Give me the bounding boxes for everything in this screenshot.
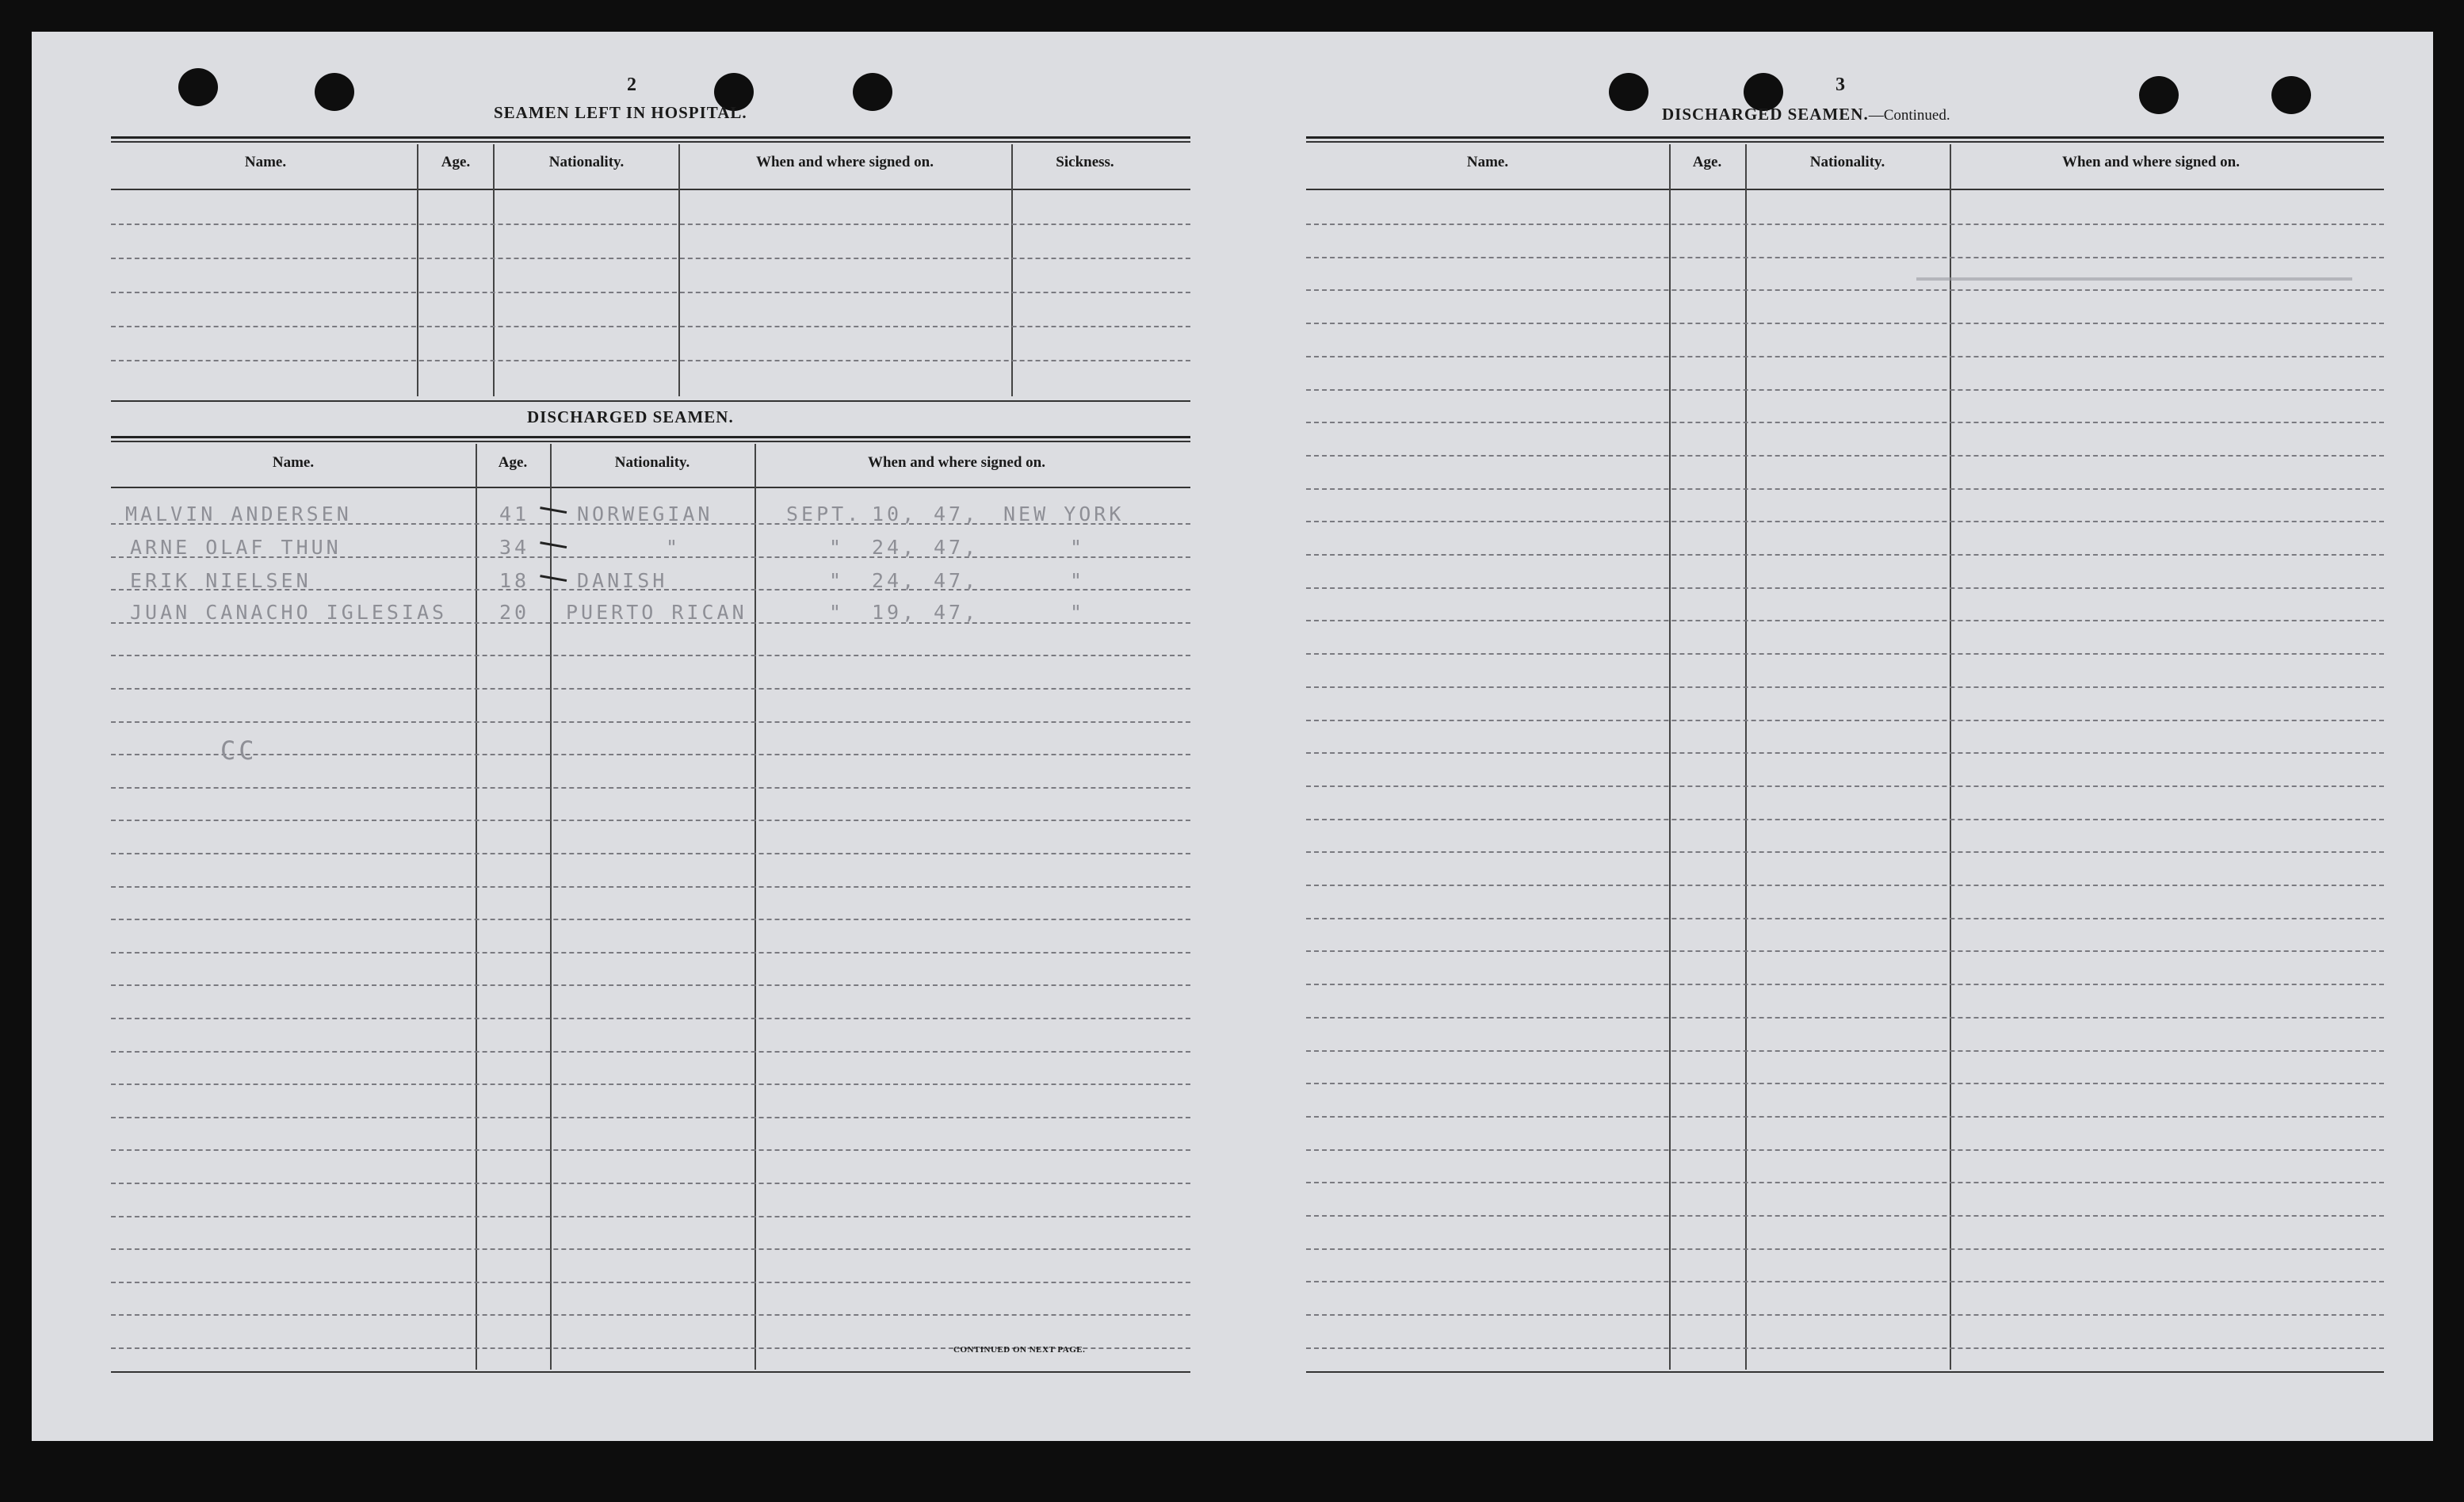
right-top-rule: [1306, 136, 2384, 139]
ruled-line: [1306, 257, 2384, 258]
ruled-line: [111, 258, 1190, 259]
ruled-line: [1306, 1248, 2384, 1250]
right-vline-3: [1950, 144, 1951, 1370]
signed-on-day: 19,: [872, 601, 918, 624]
signed-on-year: 47,: [934, 536, 980, 559]
ruled-line: [1306, 1281, 2384, 1282]
ruled-line: [111, 1149, 1190, 1151]
right-bottom-rule: [1306, 1371, 2384, 1373]
discharged-top-rule-2: [111, 441, 1190, 442]
ruled-line: [111, 820, 1190, 821]
hospital-vline-4: [1011, 144, 1013, 396]
seaman-name: JUAN CANACHO IGLESIAS: [130, 601, 448, 624]
hospital-top-rule-2: [111, 141, 1190, 143]
ruled-line: [1306, 1314, 2384, 1316]
ruled-line: [111, 1183, 1190, 1184]
ruled-line: [1306, 521, 2384, 522]
seaman-nationality: ": [666, 536, 682, 559]
ruled-line: [111, 292, 1190, 293]
discharged-continued-title-main: DISCHARGED SEAMEN.: [1662, 105, 1869, 124]
discharged-col-name: Name.: [272, 454, 315, 471]
signed-on-day: 24,: [872, 536, 918, 559]
hospital-section-title: SEAMEN LEFT IN HOSPITAL.: [494, 103, 747, 122]
signed-on-day: 24,: [872, 569, 918, 592]
signed-on-month: ": [829, 536, 845, 559]
seaman-age: 18: [499, 569, 530, 592]
signed-on-year: 47,: [934, 601, 980, 624]
ruled-line: [111, 919, 1190, 920]
seaman-name: ARNE OLAF THUN: [130, 536, 342, 559]
signed-on-place: ": [1070, 536, 1086, 559]
right-vline-1: [1669, 144, 1671, 1370]
tick-mark: [538, 506, 567, 525]
page-number-left: 2: [627, 75, 636, 95]
ruled-line: [1306, 554, 2384, 556]
right-col-age: Age.: [1692, 154, 1722, 170]
punch-hole-1: [178, 68, 218, 106]
ruled-line: [1306, 1347, 2384, 1349]
ruled-line: [1306, 1215, 2384, 1217]
discharged-bottom-rule: [111, 1371, 1190, 1373]
ruled-line: [1306, 289, 2384, 291]
ruled-line: [1306, 851, 2384, 853]
ruled-line: [1306, 455, 2384, 457]
ruled-line: [1306, 488, 2384, 490]
ruled-line: [1306, 950, 2384, 952]
ruled-line: [111, 1117, 1190, 1118]
ruled-line: [111, 984, 1190, 986]
signed-on-month: ": [829, 569, 845, 592]
ruled-line: [1306, 653, 2384, 655]
seaman-age: 20: [499, 601, 530, 624]
ruled-line: [1306, 819, 2384, 820]
ruled-line: [1306, 620, 2384, 621]
signed-on-place: ": [1070, 601, 1086, 624]
hospital-col-age: Age.: [441, 154, 471, 170]
hospital-bottom-rule: [111, 400, 1190, 402]
ruled-line: [1306, 686, 2384, 688]
ruled-line: [1306, 389, 2384, 391]
punch-hole-8: [2271, 76, 2311, 114]
ruled-line: [111, 224, 1190, 225]
ruled-line: [111, 787, 1190, 789]
signed-on-year: 47,: [934, 569, 980, 592]
hospital-top-rule: [111, 136, 1190, 139]
ruled-line: [1306, 587, 2384, 589]
hospital-vline-1: [417, 144, 418, 396]
ruled-line: [111, 754, 1190, 755]
discharged-section-title: DISCHARGED SEAMEN.: [527, 407, 734, 426]
signed-on-month: ": [829, 601, 845, 624]
hospital-col-name: Name.: [244, 154, 287, 170]
ruled-line: [1306, 224, 2384, 225]
ruled-line: [1306, 323, 2384, 324]
ruled-line: [1306, 785, 2384, 787]
continued-note: CONTINUED ON NEXT PAGE.: [953, 1345, 1086, 1355]
ruled-line: [111, 1216, 1190, 1217]
right-vline-2: [1745, 144, 1747, 1370]
ruled-line: [111, 1051, 1190, 1053]
ruled-line: [1306, 1083, 2384, 1084]
signed-on-day: 10,: [872, 503, 918, 526]
hospital-col-nationality: Nationality.: [548, 154, 625, 170]
ruled-line: [111, 326, 1190, 327]
ruled-line: [1306, 422, 2384, 423]
seaman-name: ERIK NIELSEN: [130, 569, 311, 592]
signed-on-month: SEPT.: [786, 503, 862, 526]
seaman-nationality: NORWEGIAN: [577, 503, 713, 526]
ruled-line: [1306, 720, 2384, 721]
discharged-header-rule: [111, 487, 1190, 488]
ruled-line: [111, 655, 1190, 656]
punch-hole-5: [1609, 73, 1648, 111]
hospital-vline-2: [493, 144, 495, 396]
discharged-vline-1: [476, 444, 477, 1370]
ruled-line: [1306, 885, 2384, 886]
discharged-vline-3: [754, 444, 756, 1370]
ruled-line: [111, 1084, 1190, 1085]
right-col-name: Name.: [1466, 154, 1509, 170]
right-col-when-where: When and where signed on.: [2061, 154, 2240, 170]
ruled-line: [1306, 1149, 2384, 1151]
ruled-line: [1306, 1017, 2384, 1019]
seaman-age: 41: [499, 503, 530, 526]
seaman-nationality: PUERTO RICAN: [566, 601, 747, 624]
ruled-line: [111, 688, 1190, 690]
register-sheet: [32, 32, 2433, 1441]
signed-on-place: NEW YORK: [1003, 503, 1125, 526]
discharged-col-nationality: Nationality.: [614, 454, 690, 471]
punch-hole-7: [2139, 76, 2179, 114]
hospital-header-rule: [111, 189, 1190, 190]
right-header-rule: [1306, 189, 2384, 190]
hospital-vline-3: [678, 144, 680, 396]
ruled-line: [111, 1282, 1190, 1283]
seaman-age: 34: [499, 536, 530, 559]
ruled-line: [111, 952, 1190, 954]
ruled-line: [111, 1248, 1190, 1250]
discharged-col-age: Age.: [498, 454, 528, 471]
ruled-line: [1306, 1182, 2384, 1183]
ruled-line: [111, 853, 1190, 854]
right-top-rule-2: [1306, 141, 2384, 143]
hospital-col-sickness: Sickness.: [1056, 154, 1114, 170]
discharged-continued-title: [1662, 105, 1950, 124]
punch-hole-4: [853, 73, 892, 111]
ruled-line: [1306, 1050, 2384, 1052]
page-number-right: 3: [1836, 75, 1845, 95]
ruled-line: [1306, 1116, 2384, 1118]
seaman-name: MALVIN ANDERSEN: [125, 503, 352, 526]
hospital-col-when-where: When and where signed on.: [755, 154, 934, 170]
ruled-line: [111, 721, 1190, 723]
ruled-line: [1306, 752, 2384, 754]
margin-mark: CC: [220, 736, 258, 766]
punch-hole-2: [315, 73, 354, 111]
seaman-nationality: DANISH: [577, 569, 668, 592]
ruled-line: [111, 886, 1190, 888]
discharged-continued-suffix: —Continued.: [1868, 107, 1950, 124]
discharged-col-when-where: When and where signed on.: [867, 454, 1045, 471]
signed-on-place: ": [1070, 569, 1086, 592]
signed-on-year: 47,: [934, 503, 980, 526]
ruled-line: [1306, 918, 2384, 919]
discharged-top-rule: [111, 436, 1190, 438]
ruled-line: [111, 1314, 1190, 1316]
ink-smudge: [1916, 277, 2352, 281]
ruled-line: [111, 360, 1190, 361]
right-col-nationality: Nationality.: [1809, 154, 1885, 170]
ruled-line: [1306, 356, 2384, 357]
ruled-line: [111, 1018, 1190, 1019]
ruled-line: [1306, 984, 2384, 985]
